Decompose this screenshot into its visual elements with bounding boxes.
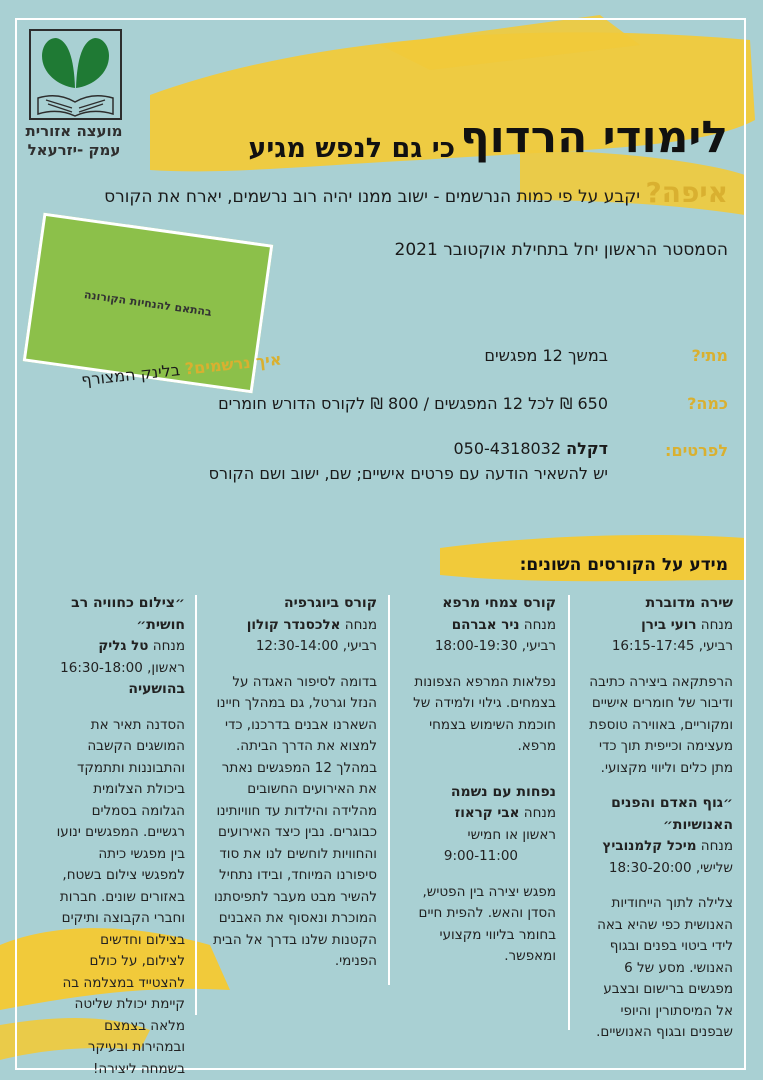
course-column-2 [404, 593, 556, 968]
course-description: צלילה לתוך הייחודיות האנושית כפי שהיא באה לידי ביטוי בפנים ובגוף האנושי. מסע של 6 מפגשים ברישום ובצבע אל המיסתורין והיופי שבפנים ובגוף האנושיים. [596, 895, 733, 1040]
column-divider [195, 595, 197, 1015]
course-card [404, 593, 556, 758]
course-column-4 [55, 593, 185, 1080]
register-label: איך נרשמים? [183, 349, 283, 379]
council-name-line1: מועצה אזורית [25, 122, 123, 140]
price-label: כמה? [687, 394, 728, 413]
course-title: שירה מדוברת [645, 595, 733, 611]
details-name: דקלה [566, 439, 608, 458]
course-title: קורס צמחי מרפא [442, 595, 556, 611]
course-description: מפגש יצירה בין הפטיש, הסדן והאש. להפית חיים בחומר בליווי מקצועי ומאפשר. [418, 883, 556, 964]
register-text: בלינק המצורף [80, 360, 181, 390]
course-card [55, 593, 185, 1080]
council-name [8, 122, 140, 160]
details-note: יש להשאיר הודעה עם פרטים אישיים; שם, ישוב ושם הקורס [208, 464, 608, 483]
details-label: לפרטים: [665, 441, 728, 460]
course-title: ״גוף האדם והפנים האנושיות״ [611, 795, 733, 833]
course-description: בדומה לסיפור האגדה על הנזל וגרטל, גם במהלך חיינו השארנו אבנים בדרכנו, כדי למצוא את הדרך הביתה. במהלך 12 המפגשים נאתר את האירועים החשובים מהלידה והילדות עד חוויותינו כבוגרים. נבין כיצד האירועים והחוויות לוחשים לנו את סוד סיפורנו המיוחד, ובידו נתחיל להשיר מבט מעבר לתפיסתנו המוכרת ונאסוף את האבנים הקטנות שלנו בדרך אל הבית הפנימי. [213, 673, 377, 969]
course-schedule: ראשון או חמישי [467, 826, 556, 843]
column-divider [568, 595, 570, 1030]
course-card [404, 782, 556, 968]
course-column-3 [207, 593, 377, 973]
where-line [104, 176, 728, 209]
when-text: במשך 12 מפגשים [484, 346, 608, 365]
course-schedule-hours: 9:00-11:00 [443, 848, 518, 864]
course-description: נפלאות המרפא הצפונות בצמחים. גילוי ולמידה של חוכמת השימוש בצמחי מרפא. [413, 673, 556, 754]
column-divider [388, 595, 390, 985]
course-instructor: מנחה אבי קראוז [454, 805, 556, 821]
course-description: הרפתקאה ביצירה כתיבה ודיבור של חומרים אישיים ומקוריים, באווירה טוספת מעצימה וכייפית תוך כדי מתן כלים וליווי מקצועי. [589, 673, 733, 776]
course-schedule: רביעי, 12:30-14:00 [255, 638, 377, 654]
course-title: קורס ביוגרפיה [283, 595, 377, 611]
course-schedule: רביעי, 18:00-19:30 [434, 638, 556, 654]
open-book-leaves-logo [28, 28, 123, 121]
semester-line: הסמסטר הראשון יחל בתחילת אוקטובר 2021 [394, 240, 728, 260]
course-instructor: מנחה רועי בירן [641, 616, 733, 633]
course-instructor: מנחה מיכל קלמנוביץ [602, 838, 733, 854]
course-title: ״צילום כחוויה רב חושית״ [71, 595, 185, 633]
details-phone[interactable]: 050-4318032 [453, 439, 562, 458]
where-text: יקבע על פי כמות הנרשמים - ישוב ממנו יהיה רוב נרשמים, יארח את הקורס [104, 187, 641, 207]
course-card [207, 593, 377, 973]
course-location: בהושעיה [128, 681, 185, 697]
council-name-line2: עמק -יזרעאל [27, 141, 121, 159]
course-column-1 [583, 593, 733, 1044]
page-title: לימודי הרדוף [459, 112, 728, 163]
course-card [583, 593, 733, 779]
course-description: הסדנה תאיר את המושגים הקשבה והתבוננות ותתמקד ביכולת הצלומית הגלומה בסמלים רגשיים. המפגשים ינועו בין מפגשי כיתה למפגשי צילום בשטח, באזורים שונים. חברות וחברי הקבוצה ותיקים בצילום וחדשים לצילום, על כולם להצטייד במצלמה בה קיימת יכולת שליטה מלאה בצמצם ובמהירות ובעיקר בשמחה ליצירה! [56, 716, 185, 1077]
corona-note-text: בהתאם להנחיות הקורונה [83, 287, 213, 319]
details-contact [453, 439, 608, 458]
course-card [583, 793, 733, 1044]
course-schedule: ראשון, 16:30-18:00 [60, 659, 185, 676]
course-instructor: מנחה טל גליק [98, 638, 185, 654]
courses-heading: מידע על הקורסים השונים: [519, 555, 728, 575]
where-label: איפה? [645, 176, 728, 209]
when-label: מתי? [691, 346, 728, 365]
course-instructor: מנחה אלכסנדר קולון [246, 616, 377, 633]
price-text: 650 ₪ לכל 12 המפגשים / 800 ₪ לקורס הדורש חומרים [218, 394, 608, 413]
course-schedule: שלישי, 18:30-20:00 [608, 859, 733, 876]
course-instructor: מנחה ניר אברהם [451, 616, 556, 633]
course-title: נפחות עם נשמה [450, 783, 556, 800]
page-subtitle: כי גם לנפש מגיע [248, 133, 455, 164]
course-schedule: רביעי, 16:15-17:45 [611, 638, 733, 654]
